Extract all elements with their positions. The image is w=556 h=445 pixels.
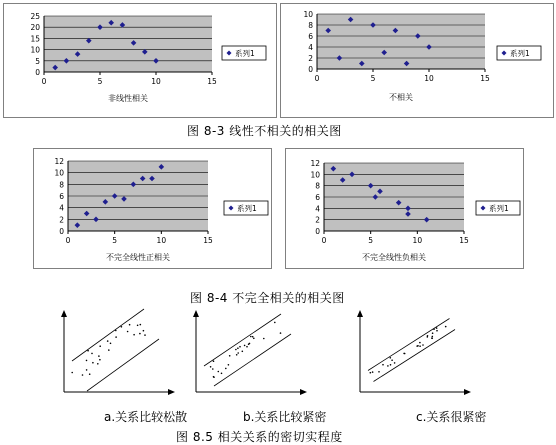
x-tick-label: 5 (368, 236, 374, 245)
diagram-b-label: b.关系比较紧密 (243, 410, 327, 424)
plot-area (44, 16, 212, 72)
diagram-dot (97, 363, 99, 365)
x-tick-label: 10 (424, 74, 434, 83)
diagram-dot (144, 334, 146, 336)
y-tick-label: 8 (308, 21, 313, 30)
diagram-dot (235, 349, 237, 351)
diagram-band-upper (204, 314, 281, 366)
x-tick-label: 5 (112, 236, 118, 245)
diagram-dot (213, 376, 215, 378)
x-axis-label: 不完全线性负相关 (362, 253, 426, 262)
diagram-dot (436, 330, 438, 332)
diagram-dot (71, 372, 73, 374)
diagram-dot (110, 343, 112, 345)
diagram-dot (143, 330, 145, 332)
y-tick-label: 4 (59, 203, 64, 213)
y-tick-label: 8 (59, 180, 64, 190)
diagram-dot (86, 360, 88, 362)
diagram-band-upper (368, 319, 450, 371)
diagram-dot (432, 336, 434, 338)
diagram-dot (372, 371, 374, 373)
diagram-dot (225, 368, 227, 370)
diagram-dot (252, 336, 254, 338)
diagram-band-lower (87, 339, 159, 391)
diagram-dot (250, 336, 252, 338)
x-tick-label: 15 (480, 74, 490, 83)
diagram-dot (98, 355, 100, 357)
diagram-x-arrow (464, 389, 471, 395)
legend-label: 系列1 (510, 49, 530, 58)
diagram-dot (370, 372, 372, 374)
diagram-dot (403, 353, 405, 355)
x-tick-label: 10 (156, 236, 167, 245)
y-tick-label: 5 (35, 56, 40, 66)
y-tick-label: 12 (310, 159, 320, 168)
diagram-dot (387, 365, 389, 367)
y-tick-label: 10 (310, 170, 320, 180)
y-tick-label: 4 (315, 204, 320, 214)
y-tick-label: 2 (59, 215, 64, 225)
diagram-band-lower (214, 334, 291, 386)
diagram-dot (390, 357, 392, 359)
y-tick-label: 15 (30, 34, 40, 44)
diagram-dot (378, 371, 380, 373)
diagram-dot (218, 371, 220, 373)
x-tick-label: 15 (459, 236, 469, 245)
x-tick-label: 15 (207, 77, 217, 86)
y-tick-label: 2 (308, 54, 313, 63)
x-axis-label: 不完全线性正相关 (106, 253, 170, 262)
figure-8-5-caption: 图 8.5 相关关系的密切实程度 (176, 430, 343, 444)
y-tick-label: 4 (308, 43, 313, 52)
y-tick-label: 6 (315, 193, 320, 202)
diagram-dot (433, 328, 435, 330)
diagram-dot (89, 373, 91, 375)
diagram-dot (121, 326, 123, 328)
x-axis-label: 不相关 (389, 93, 413, 102)
diagram-x-arrow (168, 389, 175, 395)
diagram-dot (394, 362, 396, 364)
diagram-dot (229, 355, 231, 357)
diagram-dot (431, 338, 433, 340)
diagram-dot (237, 352, 239, 354)
diagram-dot (91, 353, 93, 355)
x-tick-label: 10 (412, 236, 423, 245)
y-tick-label: 0 (315, 227, 320, 236)
diagram-dot (127, 331, 129, 333)
diagram-dot (417, 345, 419, 347)
diagram-dot (115, 330, 117, 332)
diagram-dot (115, 336, 117, 338)
x-tick-label: 10 (151, 77, 161, 86)
diagram-dot (213, 360, 215, 362)
diagram-band-upper (72, 309, 144, 361)
diagram-dot (382, 364, 384, 366)
x-axis-label: 非线性相关 (108, 94, 148, 103)
legend-label: 系列1 (237, 204, 257, 213)
y-tick-label: 12 (54, 157, 64, 166)
diagram-dot (244, 345, 246, 347)
diagram-dot (86, 369, 88, 371)
diagram-x-arrow (300, 389, 307, 395)
chart0-svg (4, 4, 276, 117)
diagram-dot (139, 333, 141, 335)
diagram-dot (99, 359, 101, 361)
y-tick-label: 8 (315, 181, 320, 191)
diagram-y-arrow (357, 310, 363, 317)
diagram-dot (242, 351, 244, 353)
x-tick-label: 0 (65, 236, 71, 245)
chart1-svg (281, 4, 553, 117)
diagram-dot (246, 346, 248, 348)
y-tick-label: 25 (30, 12, 40, 21)
diagram-dot (253, 338, 255, 340)
diagram-dot (137, 325, 139, 327)
diagram-dot (445, 326, 447, 328)
diagram-dot (228, 364, 230, 366)
chart-uncorrelated (280, 3, 554, 118)
diagram-dot (436, 327, 438, 329)
diagram-dot (212, 368, 214, 370)
y-tick-label: 20 (30, 23, 40, 33)
diagram-dot (108, 349, 110, 351)
chart-nonlinear (3, 3, 277, 118)
diagram-c-label: c.关系很紧密 (416, 410, 487, 424)
chart-positive (33, 148, 272, 269)
x-tick-label: 5 (370, 74, 376, 83)
plot-area (317, 14, 485, 69)
figure-8-3-caption: 图 8-3 线性不相关的相关图 (187, 124, 342, 138)
diagram-dot (221, 373, 223, 375)
diagram-dot (249, 343, 251, 345)
diagram-dot (82, 374, 84, 376)
legend-label: 系列1 (235, 49, 255, 58)
diagram-dot (274, 322, 276, 324)
diagram-y-arrow (61, 310, 67, 317)
diagram-dot (210, 366, 212, 368)
y-tick-label: 10 (30, 45, 40, 55)
legend-label: 系列1 (489, 204, 509, 213)
y-tick-label: 10 (54, 168, 64, 178)
diagram-dot (391, 359, 393, 361)
diagram-dot (237, 347, 239, 349)
diagram-dot (99, 345, 101, 347)
diagram-dot (432, 332, 434, 334)
diagram-dot (133, 334, 135, 336)
diagram-dot (280, 332, 282, 334)
y-tick-label: 10 (303, 10, 313, 19)
diagram-dot (422, 344, 424, 346)
diagram-dot (419, 342, 421, 344)
x-tick-label: 5 (97, 77, 103, 86)
diagram-y-arrow (193, 310, 199, 317)
diagram-dot (390, 364, 392, 366)
diagram-dot (236, 354, 238, 356)
diagram-band-lower (374, 330, 456, 382)
diagram-a-label: a.关系比较松散 (104, 410, 188, 424)
y-tick-label: 0 (308, 65, 313, 74)
y-tick-label: 6 (308, 32, 313, 41)
chart3-svg (286, 149, 523, 268)
diagram-dot (419, 345, 421, 347)
diagram-dot (107, 340, 109, 342)
diagram-dot (92, 362, 94, 364)
y-tick-label: 0 (35, 68, 40, 77)
correlation-diagrams (0, 306, 556, 416)
diagram-dot (140, 324, 142, 326)
chart2-svg (34, 149, 271, 268)
figure-8-4-caption: 图 8-4 不完全相关的相关图 (190, 291, 345, 305)
diagram-dot (427, 335, 429, 337)
chart-negative (285, 148, 524, 269)
diagram-dot (129, 324, 131, 326)
x-tick-label: 0 (314, 74, 320, 83)
y-tick-label: 0 (59, 227, 64, 236)
diagram-dot (87, 350, 89, 352)
x-tick-label: 15 (203, 236, 213, 245)
x-tick-label: 0 (321, 236, 327, 245)
diagram-dot (263, 338, 265, 340)
y-tick-label: 6 (59, 192, 64, 201)
y-tick-label: 2 (315, 215, 320, 225)
diagram-dot (239, 346, 241, 348)
x-tick-label: 0 (41, 77, 47, 86)
